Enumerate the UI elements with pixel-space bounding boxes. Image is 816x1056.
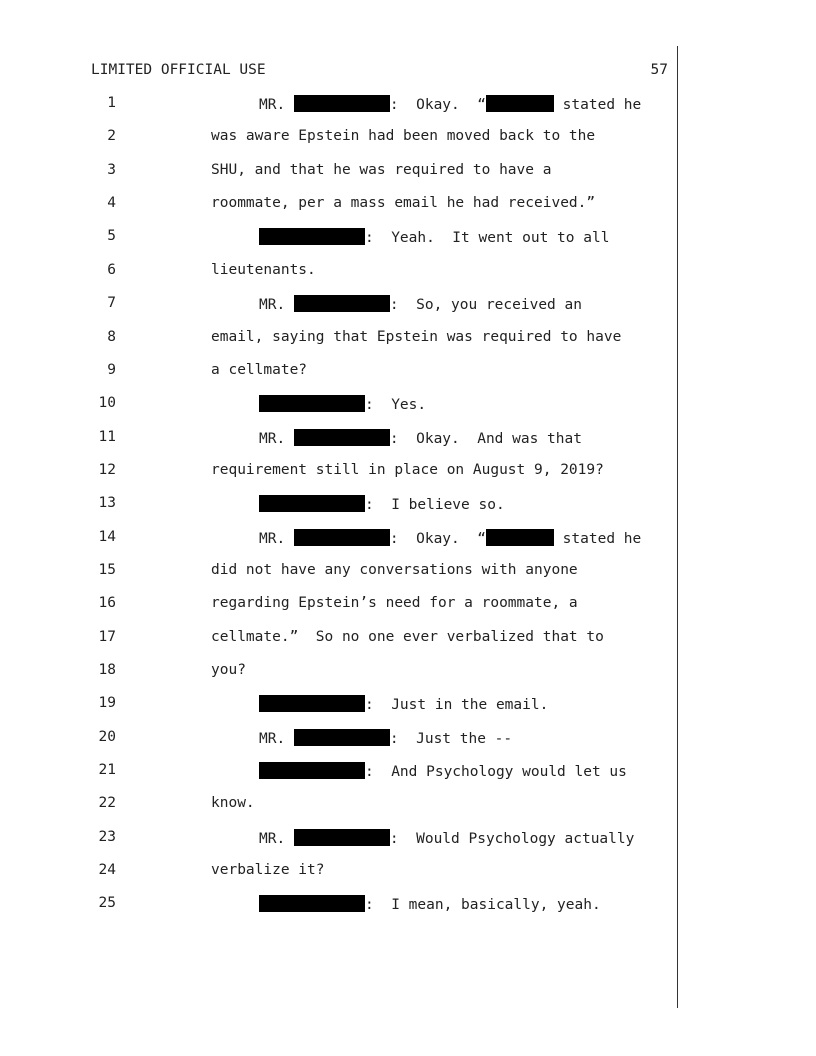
- line-text: verbalize it?: [211, 862, 325, 879]
- line-number: 8: [107, 328, 116, 345]
- redaction-block: [486, 529, 554, 546]
- line-number: 23: [98, 828, 116, 845]
- line-text: [259, 529, 641, 547]
- line-text: regarding Epstein’s need for a roommate, a: [211, 595, 578, 612]
- redaction-block: [259, 695, 365, 712]
- speaker-text: : And Psychology would let us: [365, 764, 627, 780]
- speaker-prefix: MR.: [259, 530, 294, 547]
- transcript-line: [0, 595, 677, 619]
- line-number: 2: [107, 128, 116, 145]
- line-text: [259, 895, 601, 913]
- transcript-line: [0, 495, 677, 519]
- transcript-line: [0, 762, 677, 786]
- transcript-line: [0, 195, 677, 219]
- line-number: 14: [98, 528, 116, 545]
- line-number: 9: [107, 361, 116, 378]
- transcript-line: [0, 295, 677, 319]
- redaction-block: [259, 762, 365, 779]
- transcript-line: [0, 429, 677, 453]
- transcript-line: [0, 895, 677, 919]
- line-text: [259, 762, 627, 780]
- line-number: 17: [98, 628, 116, 645]
- speaker-text-cont: stated he: [553, 530, 642, 547]
- speaker-text: : Just the --: [389, 730, 513, 747]
- line-text: roommate, per a mass email he had received.”: [211, 195, 596, 212]
- line-number: 1: [107, 95, 116, 111]
- redaction-block: [259, 495, 365, 512]
- right-margin-rule: [677, 46, 678, 1008]
- redaction-block: [259, 395, 365, 412]
- line-number: 18: [98, 662, 116, 678]
- speaker-prefix: MR.: [259, 730, 294, 747]
- line-text: email, saying that Epstein was required to have: [211, 328, 622, 345]
- line-text: [259, 395, 426, 413]
- transcript-line: [0, 729, 677, 753]
- transcript-line: [0, 629, 677, 653]
- redaction-block: [294, 529, 390, 546]
- line-number: 21: [98, 762, 116, 778]
- speaker-text: : I mean, basically, yeah.: [365, 897, 601, 914]
- transcript-line: [0, 662, 677, 686]
- redaction-block: [294, 829, 390, 846]
- speaker-text: : Just in the email.: [365, 697, 549, 714]
- transcript-line: [0, 862, 677, 886]
- line-number: 12: [98, 461, 116, 478]
- speaker-text: : Yes.: [365, 397, 427, 414]
- redaction-block: [259, 228, 365, 245]
- line-number: 7: [107, 295, 116, 312]
- transcript-line: [0, 262, 677, 286]
- speaker-text: : Okay. “: [389, 97, 486, 113]
- line-text: [259, 295, 582, 313]
- transcript-line: [0, 462, 677, 486]
- speaker-text: : Okay. And was that: [389, 430, 582, 447]
- speaker-text: : So, you received an: [389, 297, 582, 314]
- line-number: 4: [107, 195, 116, 212]
- line-number: 5: [107, 228, 116, 245]
- transcript-line: [0, 795, 677, 819]
- page-number: 57: [650, 62, 668, 78]
- line-text: SHU, and that he was required to have a: [211, 161, 552, 178]
- classification-header: LIMITED OFFICIAL USE: [91, 62, 266, 78]
- line-text: was aware Epstein had been moved back to the: [211, 128, 596, 145]
- transcript-line: [0, 695, 677, 719]
- line-text: [259, 429, 582, 447]
- line-number: 16: [98, 595, 116, 612]
- line-text: you?: [211, 662, 246, 678]
- line-number: 19: [98, 695, 116, 712]
- transcript-line: [0, 228, 677, 252]
- line-text: [259, 829, 634, 847]
- speaker-prefix: MR.: [259, 830, 294, 847]
- transcript-line: [0, 529, 677, 553]
- redaction-block: [294, 729, 390, 746]
- line-number: 3: [107, 161, 116, 178]
- transcript-line: [0, 562, 677, 586]
- transcript-line: [0, 829, 677, 853]
- speaker-text: : I believe so.: [365, 497, 505, 514]
- speaker-prefix: MR.: [259, 297, 294, 314]
- redaction-block: [294, 429, 390, 446]
- transcript-line: [0, 162, 677, 186]
- speaker-text-cont: stated he: [553, 97, 642, 113]
- line-text: [259, 228, 609, 246]
- line-number: 13: [98, 495, 116, 512]
- line-text: [259, 495, 505, 513]
- line-number: 15: [98, 561, 116, 578]
- line-number: 10: [98, 395, 116, 412]
- speaker-prefix: MR.: [259, 97, 294, 113]
- line-text: know.: [211, 795, 255, 812]
- line-text: a cellmate?: [211, 361, 308, 378]
- speaker-text: : Would Psychology actually: [389, 830, 635, 847]
- transcript-line: [0, 329, 677, 353]
- line-number: 20: [98, 728, 116, 745]
- transcript-line: [0, 128, 677, 152]
- line-text: [259, 729, 512, 747]
- redaction-block: [294, 95, 390, 112]
- redaction-block: [486, 95, 554, 112]
- speaker-text: : Yeah. It went out to all: [365, 230, 610, 247]
- line-text: [259, 95, 641, 113]
- redaction-block: [294, 295, 390, 312]
- redaction-block: [259, 895, 365, 912]
- line-number: 25: [98, 895, 116, 912]
- line-number: 6: [107, 261, 116, 278]
- line-number: 11: [98, 428, 116, 445]
- line-text: did not have any conversations with anyone: [211, 561, 578, 578]
- speaker-prefix: MR.: [259, 430, 294, 447]
- line-text: requirement still in place on August 9, 2019?: [211, 461, 604, 478]
- line-number: 24: [98, 862, 116, 879]
- line-text: lieutenants.: [211, 261, 316, 278]
- speaker-text: : Okay. “: [389, 530, 486, 547]
- transcript-line: [0, 395, 677, 419]
- line-number: 22: [98, 795, 116, 812]
- line-text: cellmate.” So no one ever verbalized that to: [211, 628, 604, 645]
- line-text: [259, 695, 548, 713]
- transcript-line: [0, 95, 677, 119]
- transcript-line: [0, 362, 677, 386]
